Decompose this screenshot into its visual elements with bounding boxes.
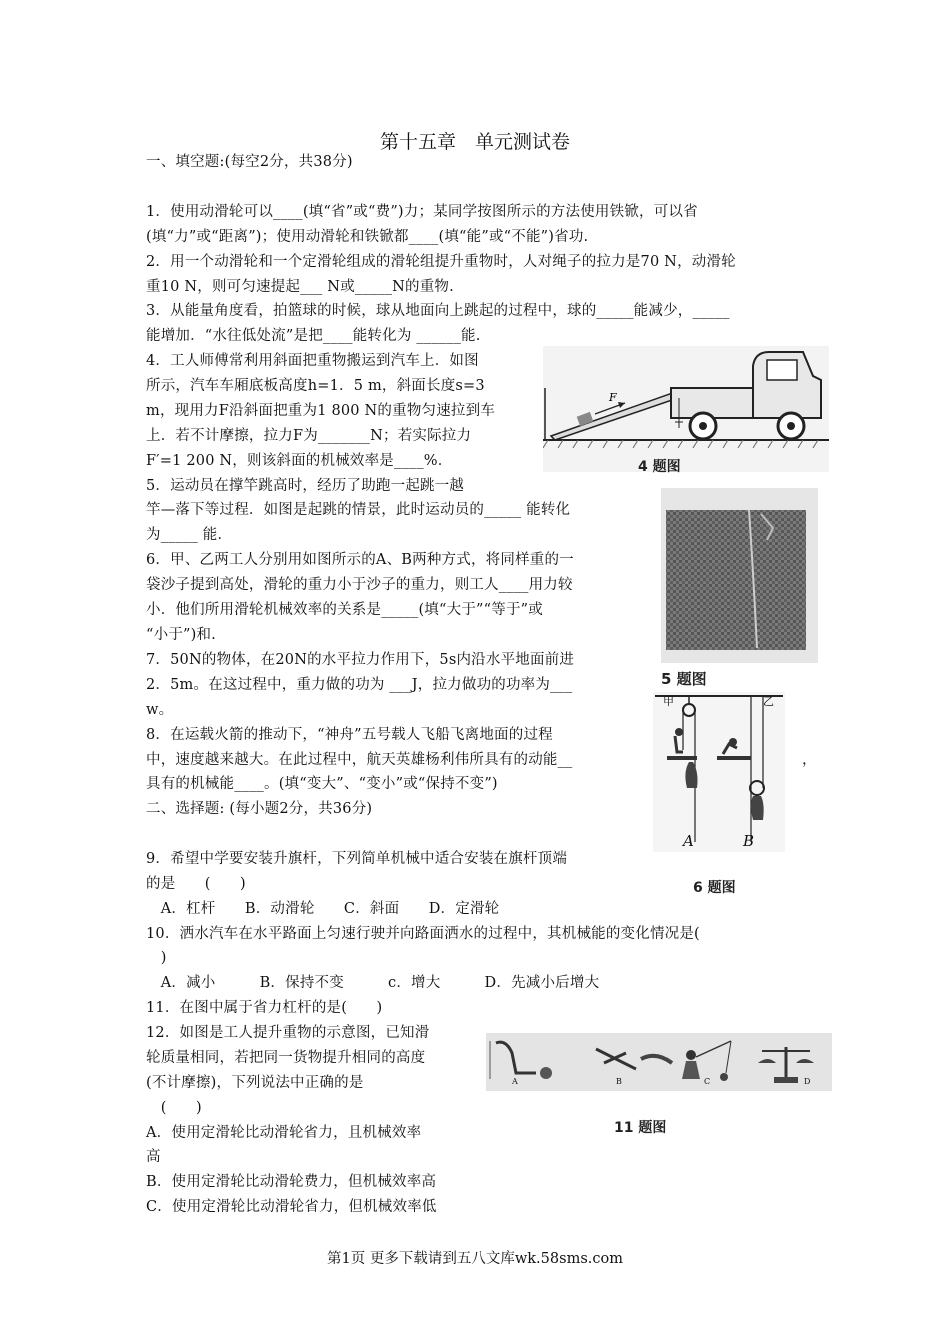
figure-6-label-a: A — [683, 832, 694, 850]
q12-line-1: 12．如图是工人提升重物的示意图，已知滑 — [146, 1025, 430, 1041]
levers-drawing — [486, 1033, 832, 1091]
q8-line-1: 8．在运载火箭的推动下，“神舟”五号载人飞船飞离地面的过程 — [146, 727, 553, 743]
pulleys-drawing — [653, 692, 785, 852]
figure-11-levers — [486, 1033, 832, 1091]
figure-5-caption: 5 题图 — [661, 670, 707, 688]
page-footer: 第1页 更多下载请到五八文库wk.58sms.com — [327, 1251, 623, 1267]
section-fill-blank-heading: 一、填空题:(每空2分，共38分) — [146, 154, 353, 170]
q11-line: 11．在图中属于省力杠杆的是( ) — [146, 1000, 383, 1016]
q2-line-2: 重10 N，则可匀速提起___ N或_____N的重物. — [146, 279, 454, 295]
q5-line-2: 竿—落下等过程．如图是起跳的情景，此时运动员的_____ 能转化 — [146, 502, 571, 518]
figure-11-caption: 11 题图 — [614, 1120, 667, 1136]
q4-line-5: F′=1 200 N，则该斜面的机械效率是____%． — [146, 453, 453, 469]
q12-line-3: (不计摩擦)，下列说法中正确的是 — [146, 1075, 364, 1091]
q3-line-1: 3．从能量角度看，拍篮球的时候，球从地面向上跳起的过程中，球的_____能减少，_____ — [146, 303, 730, 319]
section-choice-heading: 二、选择题: (每小题2分，共36分) — [146, 801, 373, 817]
truck-ramp-drawing — [543, 346, 829, 472]
q3-line-2: 能增加．“水往低处流”是把____能转化为 ______能. — [146, 328, 481, 344]
q12-option-b: B．使用定滑轮比动滑轮费力，但机械效率高 — [146, 1174, 437, 1190]
figure-11-label-d: D — [804, 1077, 811, 1086]
q6-line-4: “小于”)和. — [146, 627, 216, 643]
figure-11-label-c: C — [704, 1077, 711, 1086]
figure-6-caption: 6 题图 — [693, 880, 736, 896]
figure-6-label-jia: 甲 — [663, 695, 674, 708]
q12-option-c: C．使用定滑轮比动滑轮省力，但机械效率低 — [146, 1199, 437, 1215]
q8-line-3: 具有的机械能____。(填“变大”、“变小”或“保持不变”) — [146, 776, 498, 792]
figure-4-caption: 4 题图 — [638, 459, 681, 475]
q5-line-3: 为_____ 能． — [146, 527, 233, 543]
q7-line-3: w。 — [146, 702, 174, 718]
q2-line-1: 2．用一个动滑轮和一个定滑轮组成的滑轮组提升重物时，人对绳子的拉力是70 N，动滑轮 — [146, 254, 736, 270]
figure-6-pulleys — [653, 692, 785, 852]
q8-trailing-comma: ， — [802, 752, 817, 768]
q12-line-4: ( ) — [146, 1100, 202, 1116]
figure-11-label-b: B — [616, 1077, 622, 1086]
q4-line-2: 所示，汽车车厢底板高度h=1．5 m，斜面长度s=3 — [146, 378, 485, 394]
q12-line-2: 轮质量相同，若把同一货物提升相同的高度 — [146, 1050, 426, 1066]
q6-line-3: 小．他们所用滑轮机械效率的关系是_____(填“大于”“等于”或 — [146, 602, 543, 618]
figure-6-label-b: B — [743, 832, 755, 850]
q9-line-2: 的是 ( ) — [146, 876, 246, 892]
figure-5-pole-vault — [661, 488, 818, 663]
q1-line-2: (填“力”或“距离”)；使用动滑轮和铁锨都____(填“能”或“不能”)省功. — [146, 229, 589, 245]
q12-option-a-cont: 高 — [146, 1149, 161, 1165]
q5-line-1: 5．运动员在撑竿跳高时，经历了助跑一起跳一越 — [146, 478, 465, 494]
q6-line-1: 6．甲、乙两工人分别用如图所示的A、B两种方式，将同样重的一 — [146, 552, 574, 568]
q6-line-2: 袋沙子提到高处，滑轮的重力小于沙子的重力，则工人____用力较 — [146, 577, 573, 593]
q10-line-2: ) — [146, 950, 167, 966]
q7-line-1: 7．50N的物体，在20N的水平拉力作用下，5s内沿水平地面前进 — [146, 652, 575, 668]
q12-option-a: A．使用定滑轮比动滑轮省力，且机械效率 — [146, 1125, 422, 1141]
figure-4-truck-ramp — [543, 346, 829, 472]
q4-line-1: 4．工人师傅常利用斜面把重物搬运到汽车上．如图 — [146, 353, 479, 369]
figure-11-label-a: A — [512, 1077, 518, 1086]
q9-options: A．杠杆 B．动滑轮 C．斜面 D．定滑轮 — [146, 901, 500, 917]
q10-options: A．减小 B．保持不变 c．增大 D．先减小后增大 — [146, 975, 600, 991]
pole-vault-photo — [661, 488, 818, 663]
svg-text:F: F — [609, 391, 617, 404]
page-title: 第十五章 单元测试卷 — [379, 131, 570, 153]
q7-line-2: 2．5m。在这过程中，重力做的功为 ___J，拉力做功的功率为___ — [146, 677, 573, 693]
figure-6-label-yi: 乙 — [763, 695, 774, 708]
q8-line-2: 中，速度越来越大。在此过程中，航天英雄杨利伟所具有的动能__ — [146, 752, 573, 768]
q10-line-1: 10．洒水汽车在水平路面上匀速行驶并向路面洒水的过程中，其机械能的变化情况是( — [146, 926, 700, 942]
q1-line-1: 1．使用动滑轮可以____(填“省”或“费”)力；某同学按图所示的方法使用铁锨，可以省 — [146, 204, 698, 220]
q4-line-4: 上．若不计摩擦，拉力F为_______N；若实际拉力 — [146, 428, 472, 444]
q9-line-1: 9．希望中学要安装升旗杆，下列简单机械中适合安装在旗杆顶端 — [146, 851, 568, 867]
q4-line-3: m，现用力F沿斜面把重为1 800 N的重物匀速拉到车 — [146, 403, 496, 419]
